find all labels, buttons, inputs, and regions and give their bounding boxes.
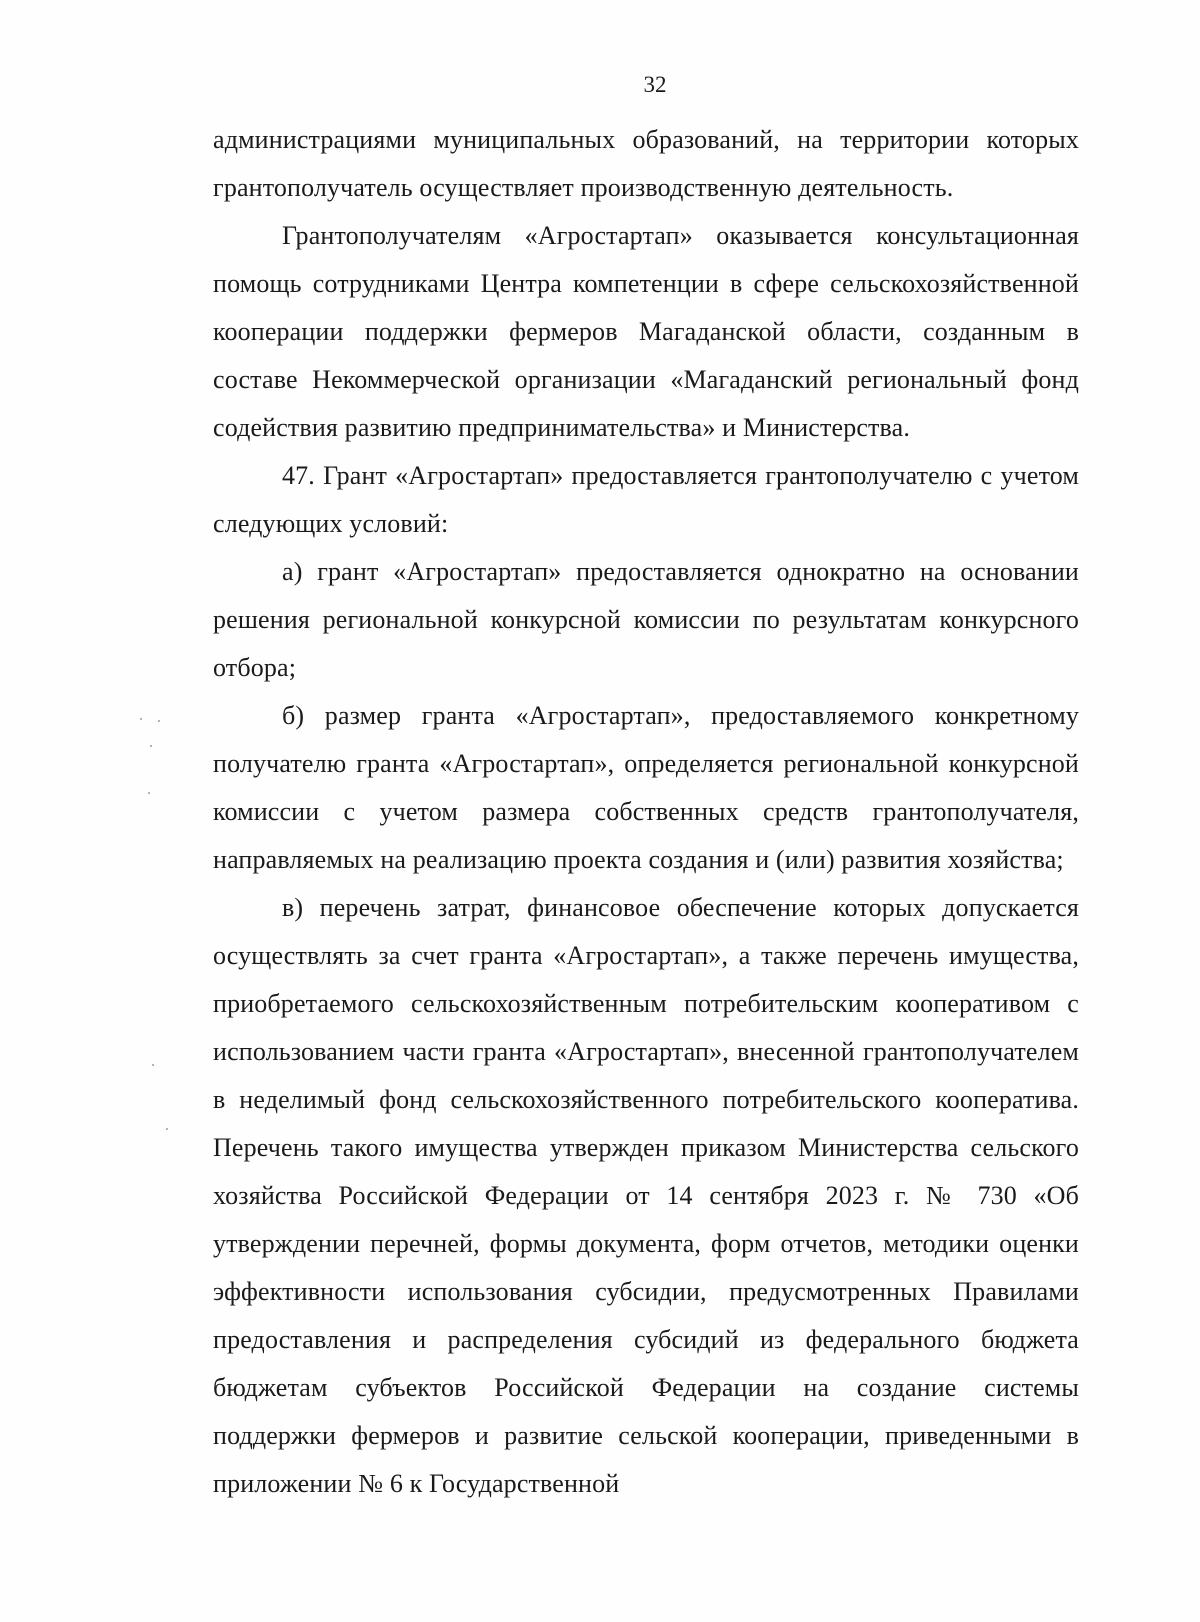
document-body bbox=[213, 116, 1079, 1508]
paragraph-clause-47: 47. Грант «Агростартап» предоставляется грантополучателю с учетом следующих условий: bbox=[213, 461, 1079, 538]
scan-speck bbox=[166, 1128, 168, 1130]
scan-speck bbox=[152, 1064, 154, 1066]
paragraph-item-b: б) размер гранта «Агростартап», предоставляемого конкретному получателю гранта «Агростартап», определяется региональной конкурсной комиссии с учетом размера собственных средств грантополучателя, направляемых на реализацию проекта создания и (или) развития хозяйства; bbox=[213, 701, 1079, 874]
page-number: 32 bbox=[643, 72, 667, 97]
paragraph-consulting-help: Грантополучателям «Агростартап» оказывается консультационная помощь сотрудниками Центра компетенции в сфере сельскохозяйственной кооперации поддержки фермеров Магаданской области, созданным в составе Некоммерческой организации «Магаданский региональный фонд содействия развитию предпринимательства» и Министерства. bbox=[213, 221, 1079, 442]
scan-speck bbox=[150, 745, 152, 747]
scan-speck bbox=[140, 718, 142, 720]
paragraph-item-a: а) грант «Агростартап» предоставляется однократно на основании решения региональной конкурсной комиссии по результатам конкурсного отбора; bbox=[213, 557, 1079, 682]
scan-speck bbox=[158, 720, 160, 722]
paragraph-continuation: администрациями муниципальных образований, на территории которых грантополучатель осуществляет производственную деятельность. bbox=[213, 125, 1079, 202]
scan-speck bbox=[148, 792, 150, 794]
paragraph-item-v: в) перечень затрат, финансовое обеспечение которых допускается осуществлять за счет гранта «Агростартап», а также перечень имущества, приобретаемого сельскохозяйственным потребительским кооперативом с использованием части гранта «Агростартап», внесенной грантополучателем в неделимый фонд сельскохозяйственного потребительского кооператива. Перечень такого имущества утвержден приказом Министерства сельского хозяйства Российской Федерации от 14 сентября 2023 г. № 730 «Об утверждении перечней, формы документа, форм отчетов, методики оценки эффективности использования субсидии, предусмотренных Правилами предоставления и распределения субсидий из федерального бюджета бюджетам субъектов Российской Федерации на создание системы поддержки фермеров и развитие сельской кооперации, приведенными в приложении № 6 к Государственной bbox=[213, 893, 1079, 1498]
